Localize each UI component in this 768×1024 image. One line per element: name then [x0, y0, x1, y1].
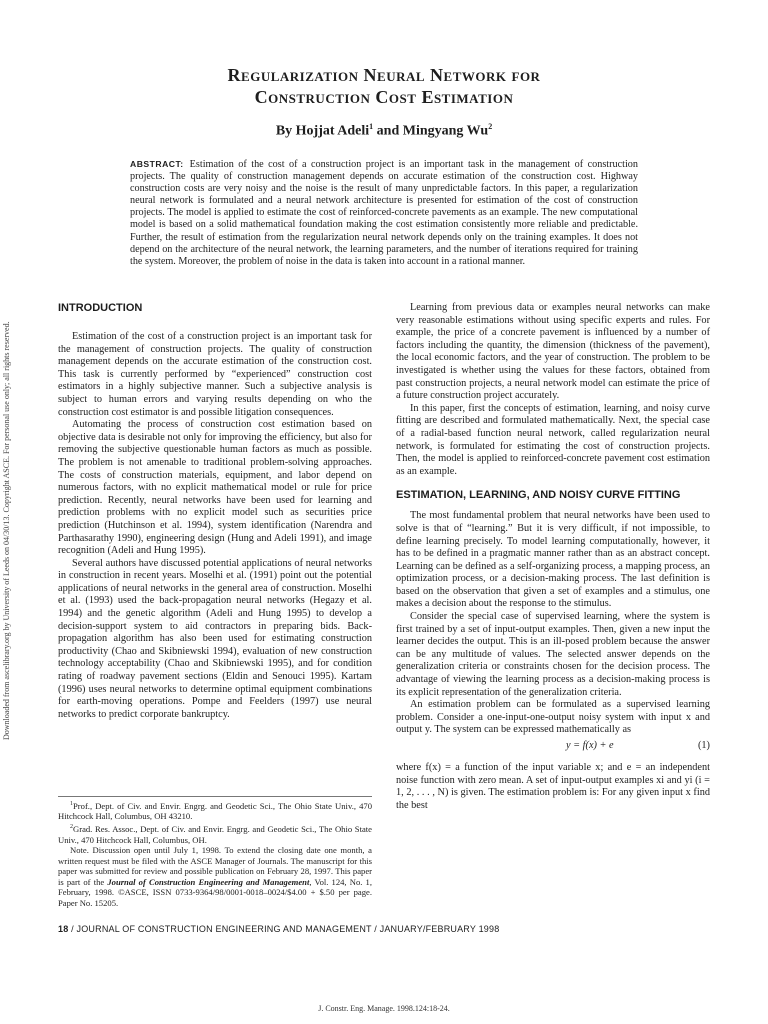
footnote-1-text: Prof., Dept. of Civ. and Envir. Engrg. and Geodetic Sci., The Ohio State Univ., 470 Hitchcock Hall, Columbus, OH 43210. — [58, 800, 372, 822]
page-footer — [58, 924, 718, 934]
discussion-note-suffix: , Vol. 124, No. 1, February, 1998. ©ASCE, ISSN 0733-9364/98/0001-0018–0024/$4.00 + $.50 per page. Paper No. 15205. — [58, 876, 372, 909]
footnotes — [58, 796, 372, 909]
footnote-2 — [58, 822, 372, 845]
author-2: and Mingyang Wu — [373, 123, 489, 139]
citation-line: J. Constr. Eng. Manage. 1998.124:18-24. — [318, 1004, 450, 1013]
author-2-footnote-mark: 2 — [488, 122, 493, 131]
abstract-text: Estimation of the cost of a construction project is an important task in the management of construction projects. The quality of construction management depends on accurate estimation of the construction cost. Highway construction costs are very noisy and the noise is the result of many unpredictable factors. In this paper, a regularization neural network is formulated and a neural network architecture is presented for estimation of the cost of construction projects. The model is applied to estimate the cost of reinforced-concrete pavements as an example. The new computational model is based on a solid mathematical foundation making the cost estimation consistently more reliable and predictable. Further, the result of estimation from the regularization neural network depends only on the training examples. It does not depend on the architecture of the neural network, the learning parameters, and the number of iterations required for training the system. Moreover, the problem of noise in the data is taken into account in a rational manner. — [130, 159, 638, 267]
equation-1-number: (1) — [697, 740, 710, 751]
author-byline — [100, 122, 668, 140]
abstract-label: ABSTRACT: — [130, 159, 184, 169]
right-column — [396, 302, 710, 812]
page-number: 18 — [58, 924, 69, 934]
author-1-footnote-mark: 1 — [369, 122, 374, 131]
body-paragraph: The most fundamental problem that neural networks have been used to solve is that of “learning.” But it is very difficult, if not impossible, to define learning precisely. To model learning computationally, however, it has to be defined in a pragmatic manner rather than as an abstract concept. Learning can be defined as a self-organizing process, a mapping process, an optimization process, or a decision-making process. The last definition is based on the observation that given a set of examples and a stimulus, one makes a decision about the response to the stimulus. — [396, 510, 710, 610]
footnote-2-text: Grad. Res. Assoc., Dept. of Civ. and Envir. Engrg. and Geodetic Sci., The Ohio State Univ., 470 Hitchcock Hall, Columbus, OH. — [58, 823, 372, 845]
footnote-1-mark: 1 — [70, 801, 73, 807]
journal-name: Journal of Construction Engineering and Management — [107, 876, 310, 887]
running-footer: / JOURNAL OF CONSTRUCTION ENGINEERING AND MANAGEMENT / JANUARY/FEBRUARY 1998 — [68, 924, 500, 934]
body-paragraph: An estimation problem can be formulated as a supervised learning problem. Consider a one-input-one-output noisy system with input x and output y. The system can be expressed mathematically as — [396, 699, 710, 736]
download-notice — [2, 260, 16, 740]
intro-paragraph: Several authors have discussed potential applications of neural networks in construction in recent years. Moselhi et al. (1991) point out the potential applications of neural networks in the general area of construction. Moselhi et al. (1993) used the back-propagation neural networks (Hegazy et al. 1994) and the genetic algorithm (Adeli and Hung 1995) to develop a decision-support system to aid contractors in preparing bids. Back-propagation algorithm has also been used for estimating construction productivity (Chao and Skibniewski 1994), evaluation of new construction technology acceptability (Chao and Skibniewski 1995), and for condition rating of roadway pavement sections (Eldin and Senouci 1995). Kartam (1996) uses neural networks to determine optimal equipment combinations for earth-moving operations. Pompe and Feelders (1997) use neural networks to predict corporate bankruptcy. — [58, 557, 372, 720]
abstract — [130, 158, 638, 268]
body-paragraph: Consider the special case of supervised learning, where the system is first trained by a set of input-output examples. Then, given a new input the learner decides the output. This is an ill-posed problem because the answer can be any multitude of values. The selected answer depends on the generalization criteria or constraints chosen for the decision process. The advantage of viewing the learning process as a decision-making process is its explicit representation of the generalization criteria. — [396, 611, 710, 698]
discussion-note-prefix: Note. Discussion open until July 1, 1998. To extend the closing date one month, a written request must be filed with the ASCE Manager of Journals. The manuscript for this paper was submitted for review and possible publication on February 28, 1997. This paper is part of the — [58, 845, 372, 887]
body-paragraph: In this paper, first the concepts of estimation, learning, and noisy curve fitting are described and formulated mathematically. Next, the special case of a radial-based function neural network, called regularization neural network, is formulated for estimating the cost of construction projects. Then, the model is applied to reinforced-concrete pavement cost estimation as an example. — [396, 402, 710, 477]
footnote-2-mark: 2 — [70, 824, 73, 831]
intro-paragraph: Estimation of the cost of a construction project is an important task for the management of construction projects. The quality of construction management depends on the accurate estimation of the construction cost. This task is currently performed by “experienced” construction cost estimators in a highly subjective manner. Such a subjective analysis is subject to human errors and varying results depending on who the construction cost estimator is and possible litigation consequences. — [58, 331, 372, 418]
equation-1 — [396, 740, 710, 756]
download-notice-text: Downloaded from ascelibrary.org by University of Leeds on 04/30/13. Copyright ASCE. For personal use only; all rights reserved. — [2, 321, 11, 740]
body-paragraph: where f(x) = a function of the input variable x; and e = an independent noise function with zero mean. A set of input-output examples xi and yi (i = 1, 2, . . . , N) is given. The estimation problem is: For any given input x find the best — [396, 762, 710, 811]
body-paragraph: Learning from previous data or examples neural networks can make very reasonable estimations without using specific experts and rules. For example, the price of a concrete pavement is influenced by a number of factors including the quantity, the dimension (thickness of the pavement), the local economic factors, and the year of construction. The problem to be investigated is whether using the values for these factors, obtained from past construction projects, a neural network model can estimate the price of a future construction project accurately. — [396, 302, 710, 402]
paper-title-line-2: Construction Cost Estimation — [254, 87, 514, 107]
introduction-heading: INTRODUCTION — [58, 302, 143, 314]
left-column — [58, 302, 372, 721]
footnote-1 — [58, 799, 372, 822]
discussion-note — [58, 845, 372, 909]
equation-1-expression: y = f(x) + e — [566, 740, 614, 751]
intro-paragraph: Automating the process of construction cost estimation based on objective data is desirable not only for improving the efficiency, but also for removing the subjective questionable human factors as much as possible. The problem is not amenable to traditional problem-solving approaches. The costs of construction materials, equipment, and labor depend on numerous factors, with no explicit mathematical model or rule for price prediction. Recently, neural networks have been used for learning and prediction problems with no explicit model such as securities price prediction (Hutchinson et al. 1994), system identification (Narendra and Parthasarathy 1990), engineering design (Hung and Adeli 1991), and image recognition (Adeli and Hung 1995). — [58, 419, 372, 557]
estimation-heading: ESTIMATION, LEARNING, AND NOISY CURVE FITTING — [396, 489, 681, 502]
author-1: By Hojjat Adeli — [275, 123, 370, 139]
paper-title-line-1: Regularization Neural Network for — [227, 65, 541, 85]
